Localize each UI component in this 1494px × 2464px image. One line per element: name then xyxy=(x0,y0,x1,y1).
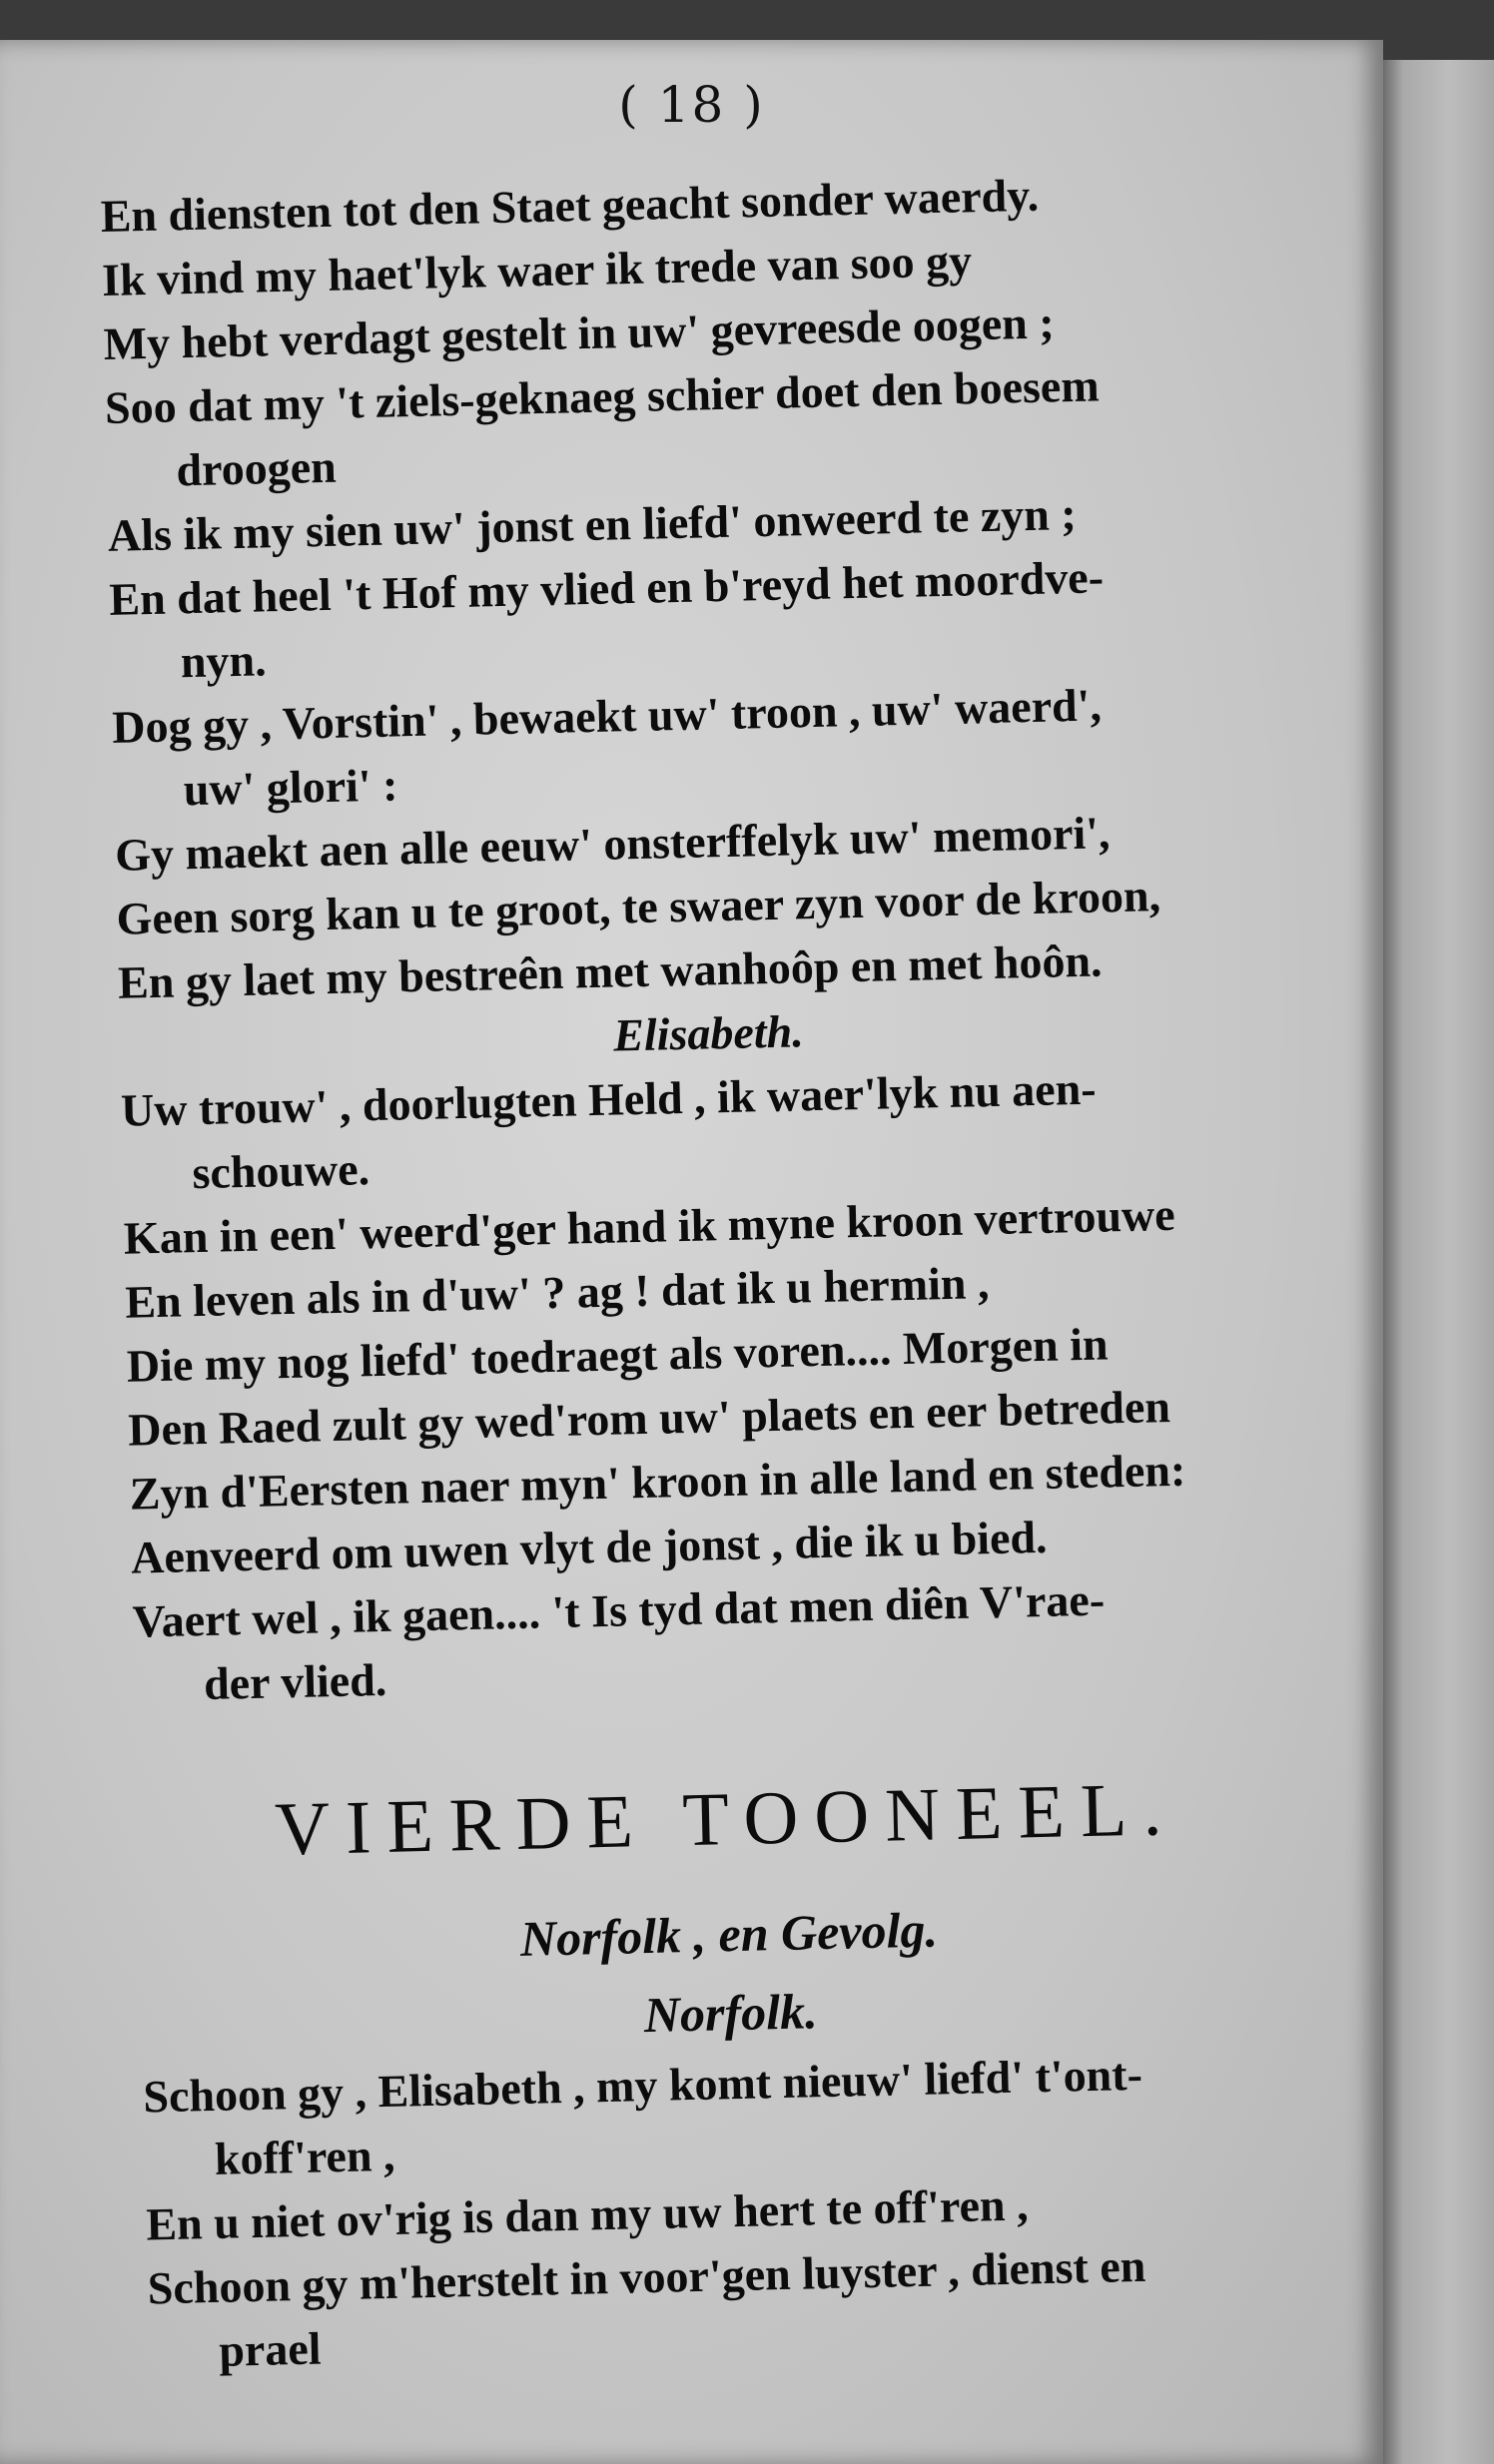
verse-line: En u niet ov'rig is dan my uw hert te off'ren , xyxy=(145,2178,1030,2250)
verse-line: Vaert wel , ik gaen.... 't Is tyd dat men diên V'rae- xyxy=(132,1573,1106,1647)
speaker-elisabeth: Elisabeth. xyxy=(612,1005,805,1061)
verse-line: Die my nog liefd' toedraegt als voren.... Morgen in xyxy=(126,1318,1110,1392)
verse-line: Dog gy , Vorstin' , bewaekt uw' troon , uw' waerd', xyxy=(111,679,1103,753)
verse-line: Kan in een' weerd'ger hand ik myne kroon vertrouwe xyxy=(123,1188,1176,1264)
verse-line: Gy maekt aen alle eeuw' onsterffelyk uw' memori', xyxy=(114,807,1112,881)
verse-line: Uw trouw' , doorlugten Held , ik waer'lyk nu aen- xyxy=(120,1062,1098,1136)
verse-line: Aenveerd om uwen vlyt de jonst , die ik u bied. xyxy=(130,1511,1049,1583)
verse-line: Soo dat my 't ziels-geknaeg schier doet den boesem xyxy=(104,359,1101,433)
verse-line: Den Raed zult gy wed'rom uw' plaets en eer betreden xyxy=(127,1381,1171,1456)
verse-line-continuation: nyn. xyxy=(180,634,268,688)
verse-line-continuation: koff'ren , xyxy=(214,2129,396,2184)
verse-line-continuation: droogen xyxy=(175,440,338,496)
verse-line: My hebt verdagt gestelt in uw' gevreesde oogen ; xyxy=(103,297,1056,369)
verse-line: Ik vind my haet'lyk waer ik trede van soo gy xyxy=(101,235,973,306)
verse-line: Zyn d'Eersten naer myn' kroon in alle land en steden: xyxy=(129,1444,1186,1520)
verse-line: Schoon gy m'herstelt in voor'gen luyster , dienst en xyxy=(147,2239,1146,2314)
page-number: ( 18 ) xyxy=(618,76,765,134)
verse-line: Als ik my sien uw' jonst en liefd' onweerd te zyn ; xyxy=(107,487,1078,561)
verse-block-2 xyxy=(120,1049,1432,1717)
verse-line-continuation: der vlied. xyxy=(203,1653,387,1710)
scene-heading: VIERDE TOONEEL. xyxy=(274,1766,1179,1872)
verse-line-continuation: schouwe. xyxy=(191,1143,371,1199)
verse-block-1 xyxy=(100,156,1417,1015)
verse-line: Geen sorg kan u te groot, te swaer zyn voor de kroon, xyxy=(116,870,1161,944)
verse-block-3 xyxy=(143,2036,1448,2384)
verse-line: En diensten tot den Staet geacht sonder waerdy. xyxy=(100,169,1040,242)
verse-line: En gy laet my bestreên met wanhoôp en met hoôn. xyxy=(117,934,1104,1008)
cast-list: Norfolk , en Gevolg. xyxy=(519,1901,939,1967)
book-page xyxy=(0,40,1383,2464)
page-text xyxy=(100,156,1448,2385)
verse-line-continuation: prael xyxy=(218,2322,323,2376)
verse-line: En leven als in d'uw' ? ag ! dat ik u hermin , xyxy=(124,1257,990,1328)
speaker-norfolk: Norfolk. xyxy=(643,1983,819,2044)
verse-line: En dat heel 't Hof my vlied en b'reyd het moordve- xyxy=(108,551,1105,625)
verse-line-continuation: uw' glori' : xyxy=(183,759,398,816)
verse-line: Schoon gy , Elisabeth , my komt nieuw' liefd' t'ont- xyxy=(142,2048,1143,2123)
